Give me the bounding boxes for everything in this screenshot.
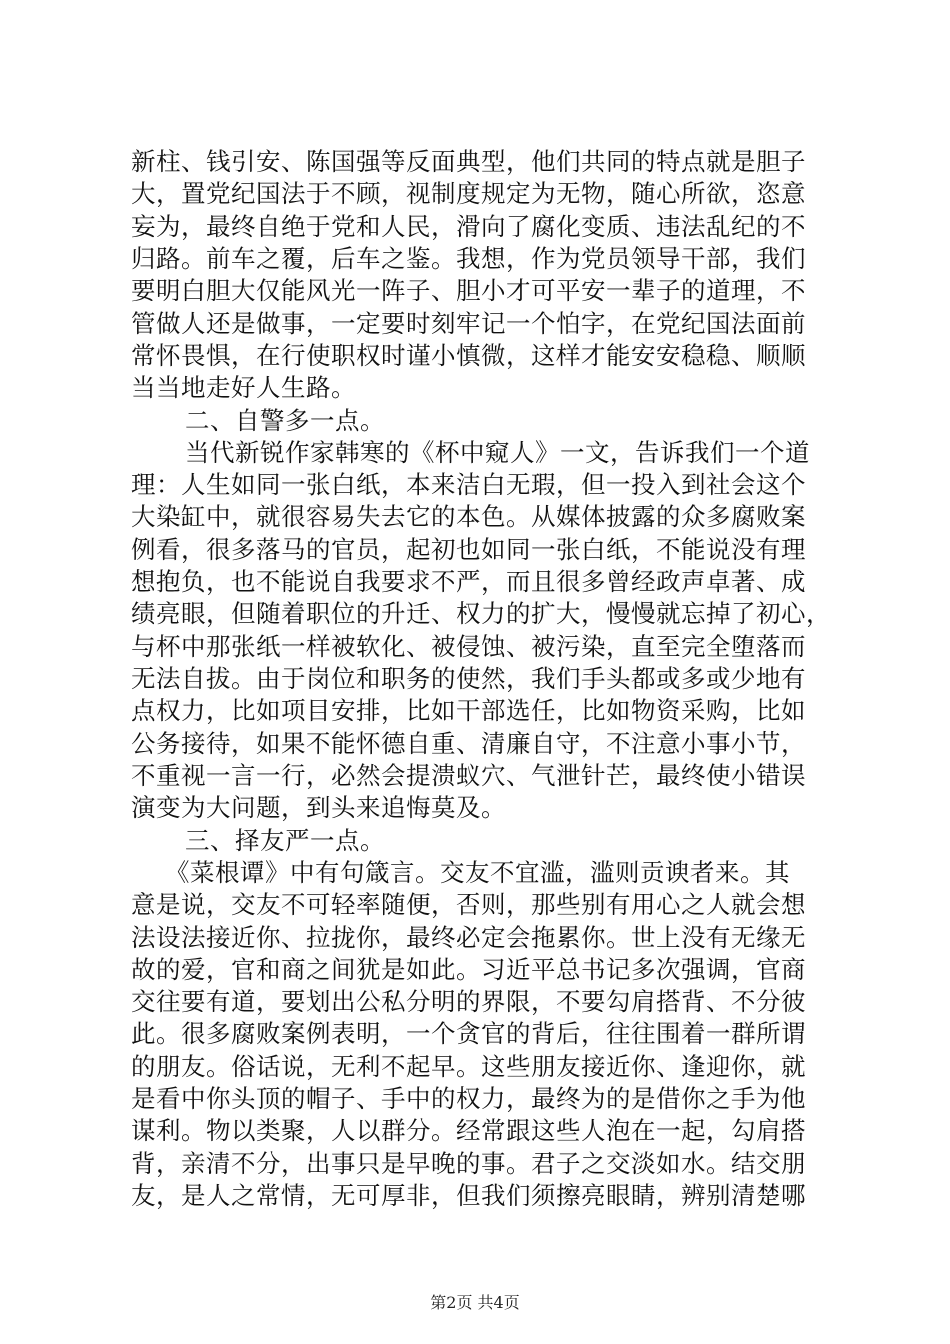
text-line: 理：人生如同一张白纸，本来洁白无瑕，但一投入到社会这个 [131, 470, 806, 499]
text-line: 绩亮眼，但随着职位的升迁、权力的扩大，慢慢就忘掉了初心， [131, 599, 831, 628]
text-line: 友，是人之常情，无可厚非，但我们须擦亮眼睛，辨别清楚哪 [131, 1181, 806, 1210]
text-line: 妄为，最终自绝于党和人民，滑向了腐化变质、违法乱纪的不 [131, 212, 806, 241]
text-line: 意是说，交友不可轻率随便，否则，那些别有用心之人就会想 [131, 890, 806, 919]
text-line: 大染缸中，就很容易失去它的本色。从媒体披露的众多腐败案 [131, 502, 806, 531]
section-heading: 二、自警多一点。 [185, 406, 385, 435]
text-line: 不重视一言一行，必然会提溃蚁穴、气泄针芒，最终使小错误 [131, 761, 806, 790]
text-line: 归路。前车之覆，后车之鉴。我想，作为党员领导干部，我们 [131, 244, 806, 273]
text-line: 故的爱，官和商之间犹是如此。习近平总书记多次强调，官商 [131, 955, 806, 984]
text-line: 大，置党纪国法于不顾，视制度规定为无物，随心所欲，恣意 [131, 179, 806, 208]
text-line: 点权力，比如项目安排，比如干部选任，比如物资采购，比如 [131, 696, 806, 725]
text-line: 与杯中那张纸一样被软化、被侵蚀、被污染，直至完全堕落而 [131, 632, 806, 661]
text-line: 想抱负，也不能说自我要求不严，而且很多曾经政声卓著、成 [131, 567, 806, 596]
text-line: 是看中你头顶的帽子、手中的权力，最终为的是借你之手为他 [131, 1084, 806, 1113]
page-footer: 第2页 共4页 [430, 1293, 520, 1312]
text-line: 当当地走好人生路。 [131, 373, 356, 402]
text-line: 新柱、钱引安、陈国强等反面典型，他们共同的特点就是胆子 [131, 147, 806, 176]
text-line: 无法自拔。由于岗位和职务的使然，我们手头都或多或少地有 [131, 664, 806, 693]
text-line: 常怀畏惧，在行使职权时谨小慎微，这样才能安安稳稳、顺顺 [131, 341, 806, 370]
text-line: 的朋友。俗话说，无利不起早。这些朋友接近你、逢迎你，就 [131, 1052, 806, 1081]
text-line: 例看，很多落马的官员，起初也如同一张白纸，不能说没有理 [131, 535, 806, 564]
text-line: 交往要有道，要划出公私分明的界限，不要勾肩搭背、不分彼 [131, 987, 806, 1016]
text-line: 此。很多腐败案例表明，一个贪官的背后，往往围着一群所谓 [131, 1019, 806, 1048]
text-line: 要明白胆大仅能风光一阵子、胆小才可平安一辈子的道理，不 [131, 276, 806, 305]
text-line: 演变为大问题，到头来追悔莫及。 [131, 793, 506, 822]
text-line: 背，亲清不分，出事只是早晚的事。君子之交淡如水。结交朋 [131, 1149, 806, 1178]
text-line: 法设法接近你、拉拢你，最终必定会拖累你。世上没有无缘无 [131, 923, 806, 952]
text-line: 公务接待，如果不能怀德自重、清廉自守，不注意小事小节， [131, 729, 806, 758]
text-line: 管做人还是做事，一定要时刻牢记一个怕字，在党纪国法面前 [131, 309, 806, 338]
section-heading: 三、择友严一点。 [185, 826, 385, 855]
text-line: 《菜根谭》中有句箴言。交友不宜滥，滥则贡谀者来。其 [165, 858, 790, 887]
text-line: 当代新锐作家韩寒的《杯中窥人》一文，告诉我们一个道 [185, 438, 810, 467]
text-line: 谋利。物以类聚，人以群分。经常跟这些人泡在一起，勾肩搭 [131, 1116, 806, 1145]
